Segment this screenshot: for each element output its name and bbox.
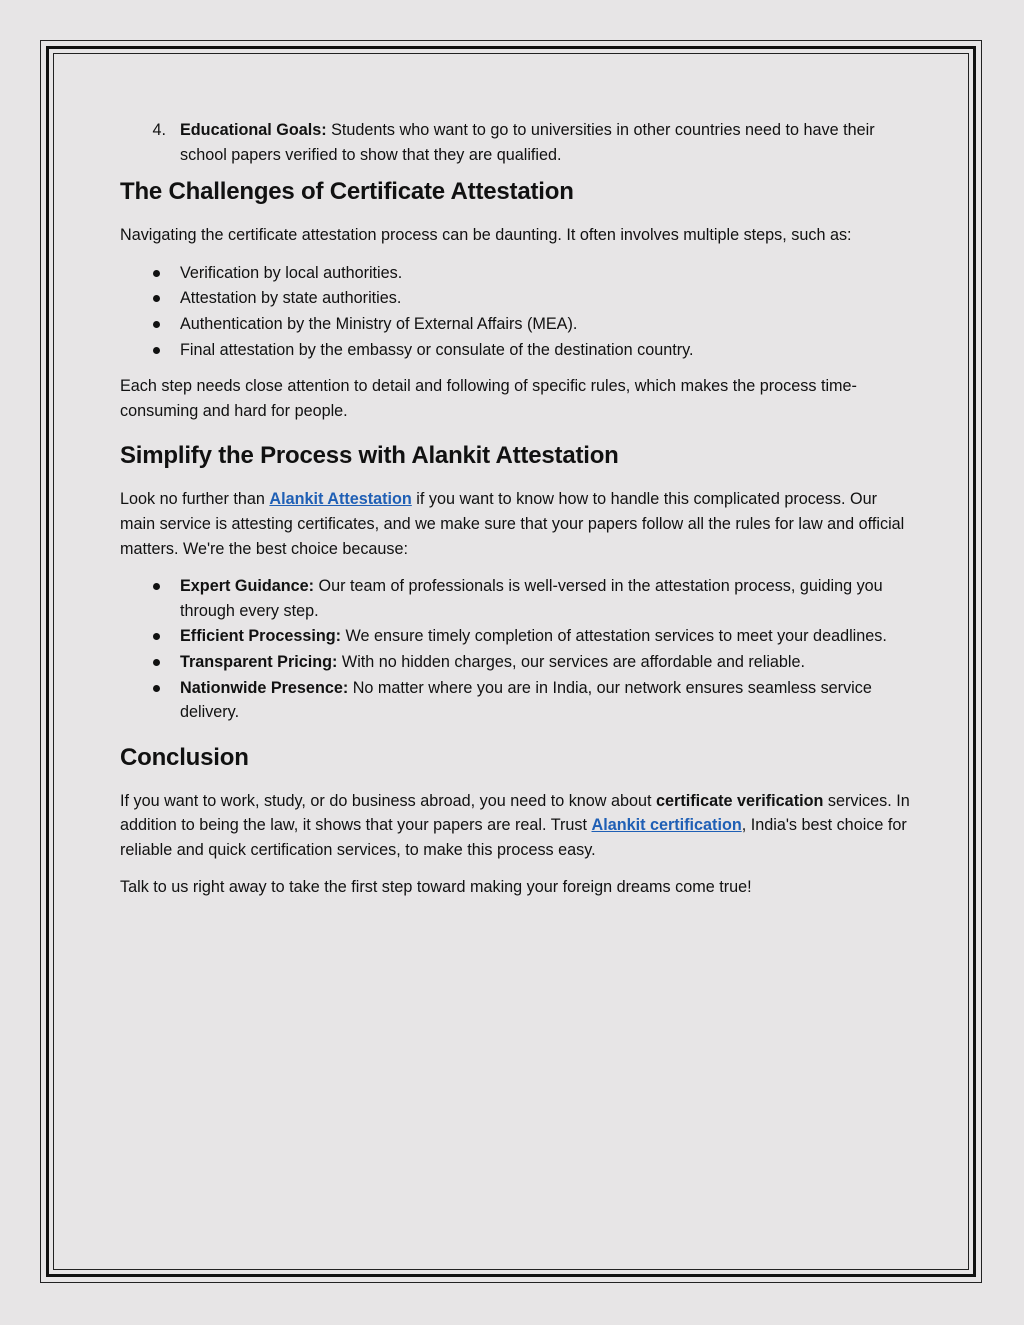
- list-item-body: We ensure timely completion of attestation services to meet your deadlines.: [341, 627, 887, 646]
- list-number: 4.: [152, 121, 166, 139]
- list-item: [120, 312, 910, 337]
- list-item-body: Our team of professionals is well-versed in the attestation process, guiding you through every step.: [180, 577, 883, 620]
- list-item-bold: Transparent Pricing:: [180, 652, 338, 671]
- paragraph-challenges-closing: Each step needs close attention to detail and following of specific rules, which makes the process time-consuming and hard for people.: [120, 377, 857, 420]
- paragraph-simplify-intro: [120, 487, 910, 561]
- list-item-body: No matter where you are in India, our network ensures seamless service delivery.: [180, 678, 872, 722]
- text-fragment: Look no further than: [120, 490, 270, 509]
- bullet-icon: [120, 676, 180, 725]
- alankit-attestation-link[interactable]: Alankit Attestation: [269, 490, 412, 509]
- bullet-icon: [120, 286, 180, 311]
- section-heading-challenges: The Challenges of Certificate Attestation: [120, 178, 574, 206]
- list-item-body: Students who want to go to universities in other countries need to have their school papers verified to show that they are qualified.: [180, 121, 875, 164]
- paragraph-call-to-action: Talk to us right away to take the first step toward making your foreign dreams come true!: [120, 878, 752, 897]
- list-item-text: [180, 650, 910, 675]
- list-item-text: Final attestation by the embassy or consulate of the destination country.: [180, 340, 694, 359]
- document-content: [120, 118, 910, 913]
- list-item: [120, 338, 910, 363]
- text-fragment: if you want to know how to handle this complicated process. Our main service is attesting certificates, and we make sure that your papers follow all the rules for law and official matters. We're the best choice because:: [120, 490, 905, 558]
- text-fragment: services. In addition to being the law, it shows that your papers are real. Trust: [120, 791, 910, 835]
- bullet-icon: [120, 338, 180, 363]
- paragraph-challenges-intro: Navigating the certificate attestation process can be daunting. It often involves multiple steps, such as:: [120, 226, 852, 245]
- bullet-icon: [120, 574, 180, 623]
- list-item-text: Authentication by the Ministry of External Affairs (MEA).: [180, 314, 578, 333]
- list-item: [120, 574, 910, 623]
- list-item: [120, 261, 910, 286]
- list-item: [120, 286, 910, 311]
- bullet-icon: [120, 624, 180, 649]
- list-item-body: With no hidden charges, our services are affordable and reliable.: [337, 652, 806, 671]
- list-item-text: Verification by local authorities.: [180, 263, 403, 282]
- list-item-text: [180, 574, 910, 623]
- list-item-text: Attestation by state authorities.: [180, 289, 402, 308]
- text-fragment: , India's best choice for reliable and quick certification services, to make this process easy.: [120, 816, 907, 859]
- text-fragment: If you want to work, study, or do business abroad, you need to know about: [120, 791, 657, 810]
- list-item: [120, 624, 910, 649]
- paragraph-conclusion: [120, 789, 910, 863]
- alankit-certification-link[interactable]: Alankit certification: [591, 816, 742, 835]
- list-item-text: [180, 676, 910, 725]
- list-item-bold: Nationwide Presence:: [180, 678, 349, 697]
- bullet-icon: [120, 312, 180, 337]
- bullet-icon: [120, 261, 180, 286]
- section-heading-simplify: Simplify the Process with Alankit Attestation: [120, 442, 619, 470]
- list-item-text: [180, 624, 910, 649]
- list-item: [120, 650, 910, 675]
- numbered-list-item: [120, 118, 910, 167]
- section-heading-conclusion: Conclusion: [120, 743, 249, 771]
- list-item-bold: Expert Guidance:: [180, 577, 315, 596]
- bullet-list-steps: [120, 261, 910, 362]
- list-item-bold: Efficient Processing:: [180, 627, 342, 646]
- bullet-icon: [120, 650, 180, 675]
- list-item-text: [180, 118, 910, 167]
- list-item-bold: Educational Goals:: [180, 121, 327, 139]
- list-item: [120, 676, 910, 725]
- bullet-list-benefits: [120, 574, 910, 725]
- bold-phrase: certificate verification: [656, 791, 824, 810]
